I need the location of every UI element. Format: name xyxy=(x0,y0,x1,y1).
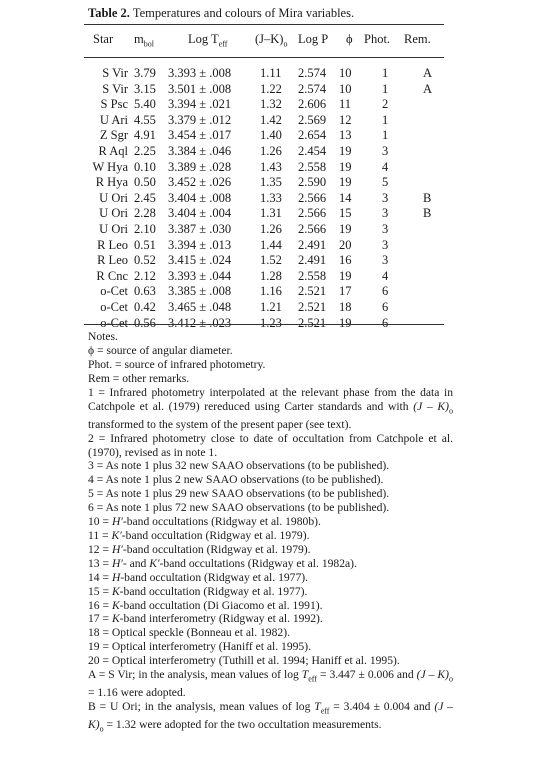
cell-logp: 2.521 xyxy=(298,315,327,330)
cell-phot: 1 xyxy=(382,66,389,80)
note-1: 1 = Infrared photometry interpolated at the relevant phase from the data in Catchpole et al. (1979) rereduced using Carter standards and with $(J - K)_o$ transformed to the system of the present paper (see text). xyxy=(88,385,453,431)
cell-logteff: 3.412 ± .023 xyxy=(168,315,232,330)
cell-rem: B xyxy=(423,206,432,221)
cell-phi: 18 xyxy=(339,299,352,314)
cell-mbol: 4.55 xyxy=(134,112,156,127)
cell-star: W Hya xyxy=(92,159,128,174)
table-row xyxy=(0,175,537,191)
cell-jk: 1.52 xyxy=(260,253,282,268)
cell-mbol: 0.52 xyxy=(134,253,156,268)
cell-jk: 1.23 xyxy=(260,315,282,330)
cell-mbol: 4.91 xyxy=(134,128,156,143)
cell-phot: 3 xyxy=(382,253,389,268)
table-row xyxy=(0,97,537,113)
cell-rem: B xyxy=(423,190,432,205)
cell-logteff: 3.404 ± .004 xyxy=(168,206,232,221)
cell-phi: 10 xyxy=(339,81,352,96)
cell-phot: 3 xyxy=(382,190,389,205)
cell-phi: 19 xyxy=(339,175,352,190)
cell-phot: 1 xyxy=(382,112,389,127)
note-a: A = S Vir; in the analysis, mean values of $\log T_{eff} = 3.447 \pm 0.006$ and $(J - K)_o = 1.16$ were adopted. xyxy=(88,668,453,700)
cell-phot: 3 xyxy=(382,206,389,221)
table-caption xyxy=(88,6,354,21)
cell-logp: 2.606 xyxy=(298,97,327,112)
cell-jk: 1.21 xyxy=(260,299,282,314)
table-row xyxy=(0,222,537,238)
cell-star: R Aql xyxy=(98,143,128,158)
cell-mbol: 0.51 xyxy=(134,237,156,252)
cell-star: R Cnc xyxy=(96,268,128,283)
cell-mbol: 2.10 xyxy=(134,221,156,236)
cell-phi: 19 xyxy=(339,159,352,174)
cell-star: Z Sgr xyxy=(99,128,128,143)
note-19: 19 = Optical interferometry (Haniff et al. 1995). xyxy=(88,640,311,654)
cell-phot: 3 xyxy=(382,221,389,236)
cell-star: S Vir xyxy=(102,66,128,80)
cell-jk: 1.40 xyxy=(260,128,282,143)
col-header-star: Star xyxy=(93,32,114,46)
cell-logp: 2.566 xyxy=(298,221,327,236)
col-header-phi: ϕ xyxy=(346,32,353,46)
table-row xyxy=(0,113,537,129)
note-b: B = U Ori; in the analysis, mean values of $\log T_{eff} = 3.404 \pm 0.004$ and $(J - K)_o = 1.32$ were adopted for the two occultation measurements. xyxy=(88,700,453,734)
cell-logteff: 3.393 ± .044 xyxy=(168,268,232,283)
cell-phi: 20 xyxy=(339,237,352,252)
cell-jk: 1.32 xyxy=(260,97,282,112)
note-13: 13 = H′- and K′-band occultations (Ridgway et al. 1982a). xyxy=(88,556,357,570)
table-row xyxy=(0,269,537,285)
cell-mbol: 3.79 xyxy=(134,66,156,80)
table-row xyxy=(0,300,537,316)
table-row xyxy=(0,253,537,269)
cell-logteff: 3.452 ± .026 xyxy=(168,175,232,190)
table-row xyxy=(0,128,537,144)
cell-phot: 1 xyxy=(382,128,389,143)
table-row xyxy=(0,82,537,98)
note-18: 18 = Optical speckle (Bonneau et al. 1982). xyxy=(88,626,290,640)
cell-mbol: 0.56 xyxy=(134,315,156,330)
note-5: 5 = As note 1 plus 29 new SAAO observations (to be published). xyxy=(88,487,390,501)
note-phi: ϕ = source of angular diameter. xyxy=(88,343,233,357)
cell-logteff: 3.385 ± .008 xyxy=(168,284,232,299)
col-header-mbol: $m_{bol}$ xyxy=(134,32,154,49)
cell-logp: 2.558 xyxy=(298,268,327,283)
cell-star: o-Cet xyxy=(100,299,128,314)
note-phot: Phot. = source of infrared photometry. xyxy=(88,357,266,371)
cell-phi: 10 xyxy=(339,66,352,80)
cell-phot: 2 xyxy=(382,97,389,112)
cell-logp: 2.569 xyxy=(298,112,327,127)
note-3: 3 = As note 1 plus 32 new SAAO observations (to be published). xyxy=(88,459,390,473)
table-bottom-rule xyxy=(84,324,444,325)
cell-phi: 15 xyxy=(339,206,352,221)
cell-logp: 2.574 xyxy=(298,81,327,96)
cell-phot: 6 xyxy=(382,299,389,314)
cell-phi: 14 xyxy=(339,190,352,205)
cell-mbol: 3.15 xyxy=(134,81,156,96)
cell-jk: 1.28 xyxy=(260,268,282,283)
note-16: 16 = K-band occultation (Di Giacomo et al. 1991). xyxy=(88,598,323,612)
cell-phi: 19 xyxy=(339,143,352,158)
cell-logp: 2.590 xyxy=(298,175,327,190)
cell-phot: 4 xyxy=(382,268,389,283)
table-row xyxy=(0,191,537,207)
table-row xyxy=(0,66,537,82)
note-6: 6 = As note 1 plus 72 new SAAO observations (to be published). xyxy=(88,501,390,515)
note-15: 15 = K-band occultation (Ridgway et al. 1977). xyxy=(88,584,308,598)
note-10: 10 = H′-band occultations (Ridgway et al. 1980b). xyxy=(88,515,321,529)
cell-phi: 11 xyxy=(339,97,352,112)
cell-rem: A xyxy=(423,81,433,96)
cell-mbol: 0.42 xyxy=(134,299,156,314)
cell-jk: 1.44 xyxy=(260,237,282,252)
cell-phot: 6 xyxy=(382,284,389,299)
cell-logp: 2.566 xyxy=(298,190,327,205)
cell-star: R Leo xyxy=(97,253,128,268)
cell-star: U Ori xyxy=(99,206,128,221)
cell-jk: 1.31 xyxy=(260,206,282,221)
cell-logteff: 3.454 ± .017 xyxy=(168,128,232,143)
cell-mbol: 2.25 xyxy=(134,143,156,158)
cell-phi: 16 xyxy=(339,253,352,268)
col-header-rem: Rem. xyxy=(404,32,431,46)
cell-mbol: 0.50 xyxy=(134,175,156,190)
cell-star: o-Cet xyxy=(100,315,128,330)
cell-logp: 2.491 xyxy=(298,253,327,268)
cell-star: S Vir xyxy=(102,81,128,96)
cell-logp: 2.454 xyxy=(298,143,327,158)
cell-logteff: 3.415 ± .024 xyxy=(168,253,232,268)
note-12: 12 = H′-band occultation (Ridgway et al. 1979). xyxy=(88,542,311,556)
cell-logteff: 3.394 ± .013 xyxy=(168,237,232,252)
note-20: 20 = Optical interferometry (Tuthill et al. 1994; Haniff et al. 1995). xyxy=(88,654,400,668)
cell-mbol: 5.40 xyxy=(134,97,156,112)
col-header-logp: Log P xyxy=(298,32,329,46)
cell-logp: 2.491 xyxy=(298,237,327,252)
table-row xyxy=(0,160,537,176)
cell-phot: 5 xyxy=(382,175,389,190)
table-row xyxy=(0,144,537,160)
note-14: 14 = H-band occultation (Ridgway et al. 1977). xyxy=(88,570,309,584)
cell-mbol: 0.63 xyxy=(134,284,156,299)
table-header-rule xyxy=(84,57,444,58)
cell-jk: 1.33 xyxy=(260,190,282,205)
cell-star: U Ori xyxy=(99,221,128,236)
col-header-logteff: Log $T_{eff}$ xyxy=(188,32,228,49)
cell-star: U Ori xyxy=(99,190,128,205)
cell-logteff: 3.501 ± .008 xyxy=(168,81,232,96)
table-top-rule xyxy=(84,24,444,25)
cell-mbol: 2.28 xyxy=(134,206,156,221)
cell-star: S Psc xyxy=(100,97,128,112)
cell-phi: 19 xyxy=(339,315,352,330)
cell-mbol: 2.45 xyxy=(134,190,156,205)
cell-star: o-Cet xyxy=(100,284,128,299)
cell-jk: 1.11 xyxy=(260,66,282,80)
cell-logteff: 3.384 ± .046 xyxy=(168,143,232,158)
cell-phot: 4 xyxy=(382,159,389,174)
table-header xyxy=(0,32,537,52)
note-4: 4 = As note 1 plus 2 new SAAO observations (to be published). xyxy=(88,473,384,487)
table-notes xyxy=(88,330,453,737)
cell-star: R Hya xyxy=(95,175,128,190)
cell-logteff: 3.394 ± .021 xyxy=(168,97,232,112)
note-2: 2 = Infrared photometry close to date of occultation from Catchpole et al. (1970), revised as in note 1. xyxy=(88,431,453,459)
cell-phot: 1 xyxy=(382,81,389,96)
cell-phi: 12 xyxy=(339,112,352,127)
cell-logp: 2.654 xyxy=(298,128,327,143)
cell-jk: 1.43 xyxy=(260,159,282,174)
cell-logteff: 3.379 ± .012 xyxy=(168,112,232,127)
cell-phot: 6 xyxy=(382,315,389,330)
cell-rem: A xyxy=(423,66,433,80)
table-title: Temperatures and colours of Mira variables. xyxy=(132,6,355,20)
table-body xyxy=(0,66,537,331)
cell-phot: 3 xyxy=(382,143,389,158)
table-row xyxy=(0,284,537,300)
cell-logp: 2.558 xyxy=(298,159,327,174)
col-header-phot: Phot. xyxy=(364,32,391,46)
table-row xyxy=(0,238,537,254)
cell-jk: 1.26 xyxy=(260,221,282,236)
note-rem: Rem = other remarks. xyxy=(88,371,190,385)
cell-mbol: 0.10 xyxy=(134,159,156,174)
notes-heading: Notes. xyxy=(88,330,118,343)
cell-jk: 1.35 xyxy=(260,175,282,190)
note-17: 17 = K-band interferometry (Ridgway et al. 1992). xyxy=(88,612,323,626)
cell-logteff: 3.393 ± .008 xyxy=(168,66,232,80)
note-11: 11 = K′-band occultation (Ridgway et al. 1979). xyxy=(88,529,310,542)
cell-jk: 1.42 xyxy=(260,112,282,127)
cell-logp: 2.566 xyxy=(298,206,327,221)
cell-phot: 3 xyxy=(382,237,389,252)
col-header-jk: $(J-K)_o$ xyxy=(255,32,288,49)
cell-phi: 19 xyxy=(339,268,352,283)
cell-logp: 2.521 xyxy=(298,299,327,314)
cell-phi: 17 xyxy=(339,284,352,299)
cell-logteff: 3.387 ± .030 xyxy=(168,221,232,236)
cell-jk: 1.22 xyxy=(260,81,282,96)
table-row xyxy=(0,206,537,222)
cell-jk: 1.26 xyxy=(260,143,282,158)
cell-logteff: 3.389 ± .028 xyxy=(168,159,232,174)
cell-star: U Ari xyxy=(99,112,128,127)
cell-logp: 2.521 xyxy=(298,284,327,299)
cell-logteff: 3.465 ± .048 xyxy=(168,299,232,314)
cell-phi: 13 xyxy=(339,128,352,143)
cell-jk: 1.16 xyxy=(260,284,282,299)
cell-phi: 19 xyxy=(339,221,352,236)
cell-logteff: 3.404 ± .008 xyxy=(168,190,232,205)
cell-logp: 2.574 xyxy=(298,66,327,80)
table-label: Table 2. xyxy=(88,6,130,20)
cell-mbol: 2.12 xyxy=(134,268,156,283)
cell-star: R Leo xyxy=(97,237,128,252)
